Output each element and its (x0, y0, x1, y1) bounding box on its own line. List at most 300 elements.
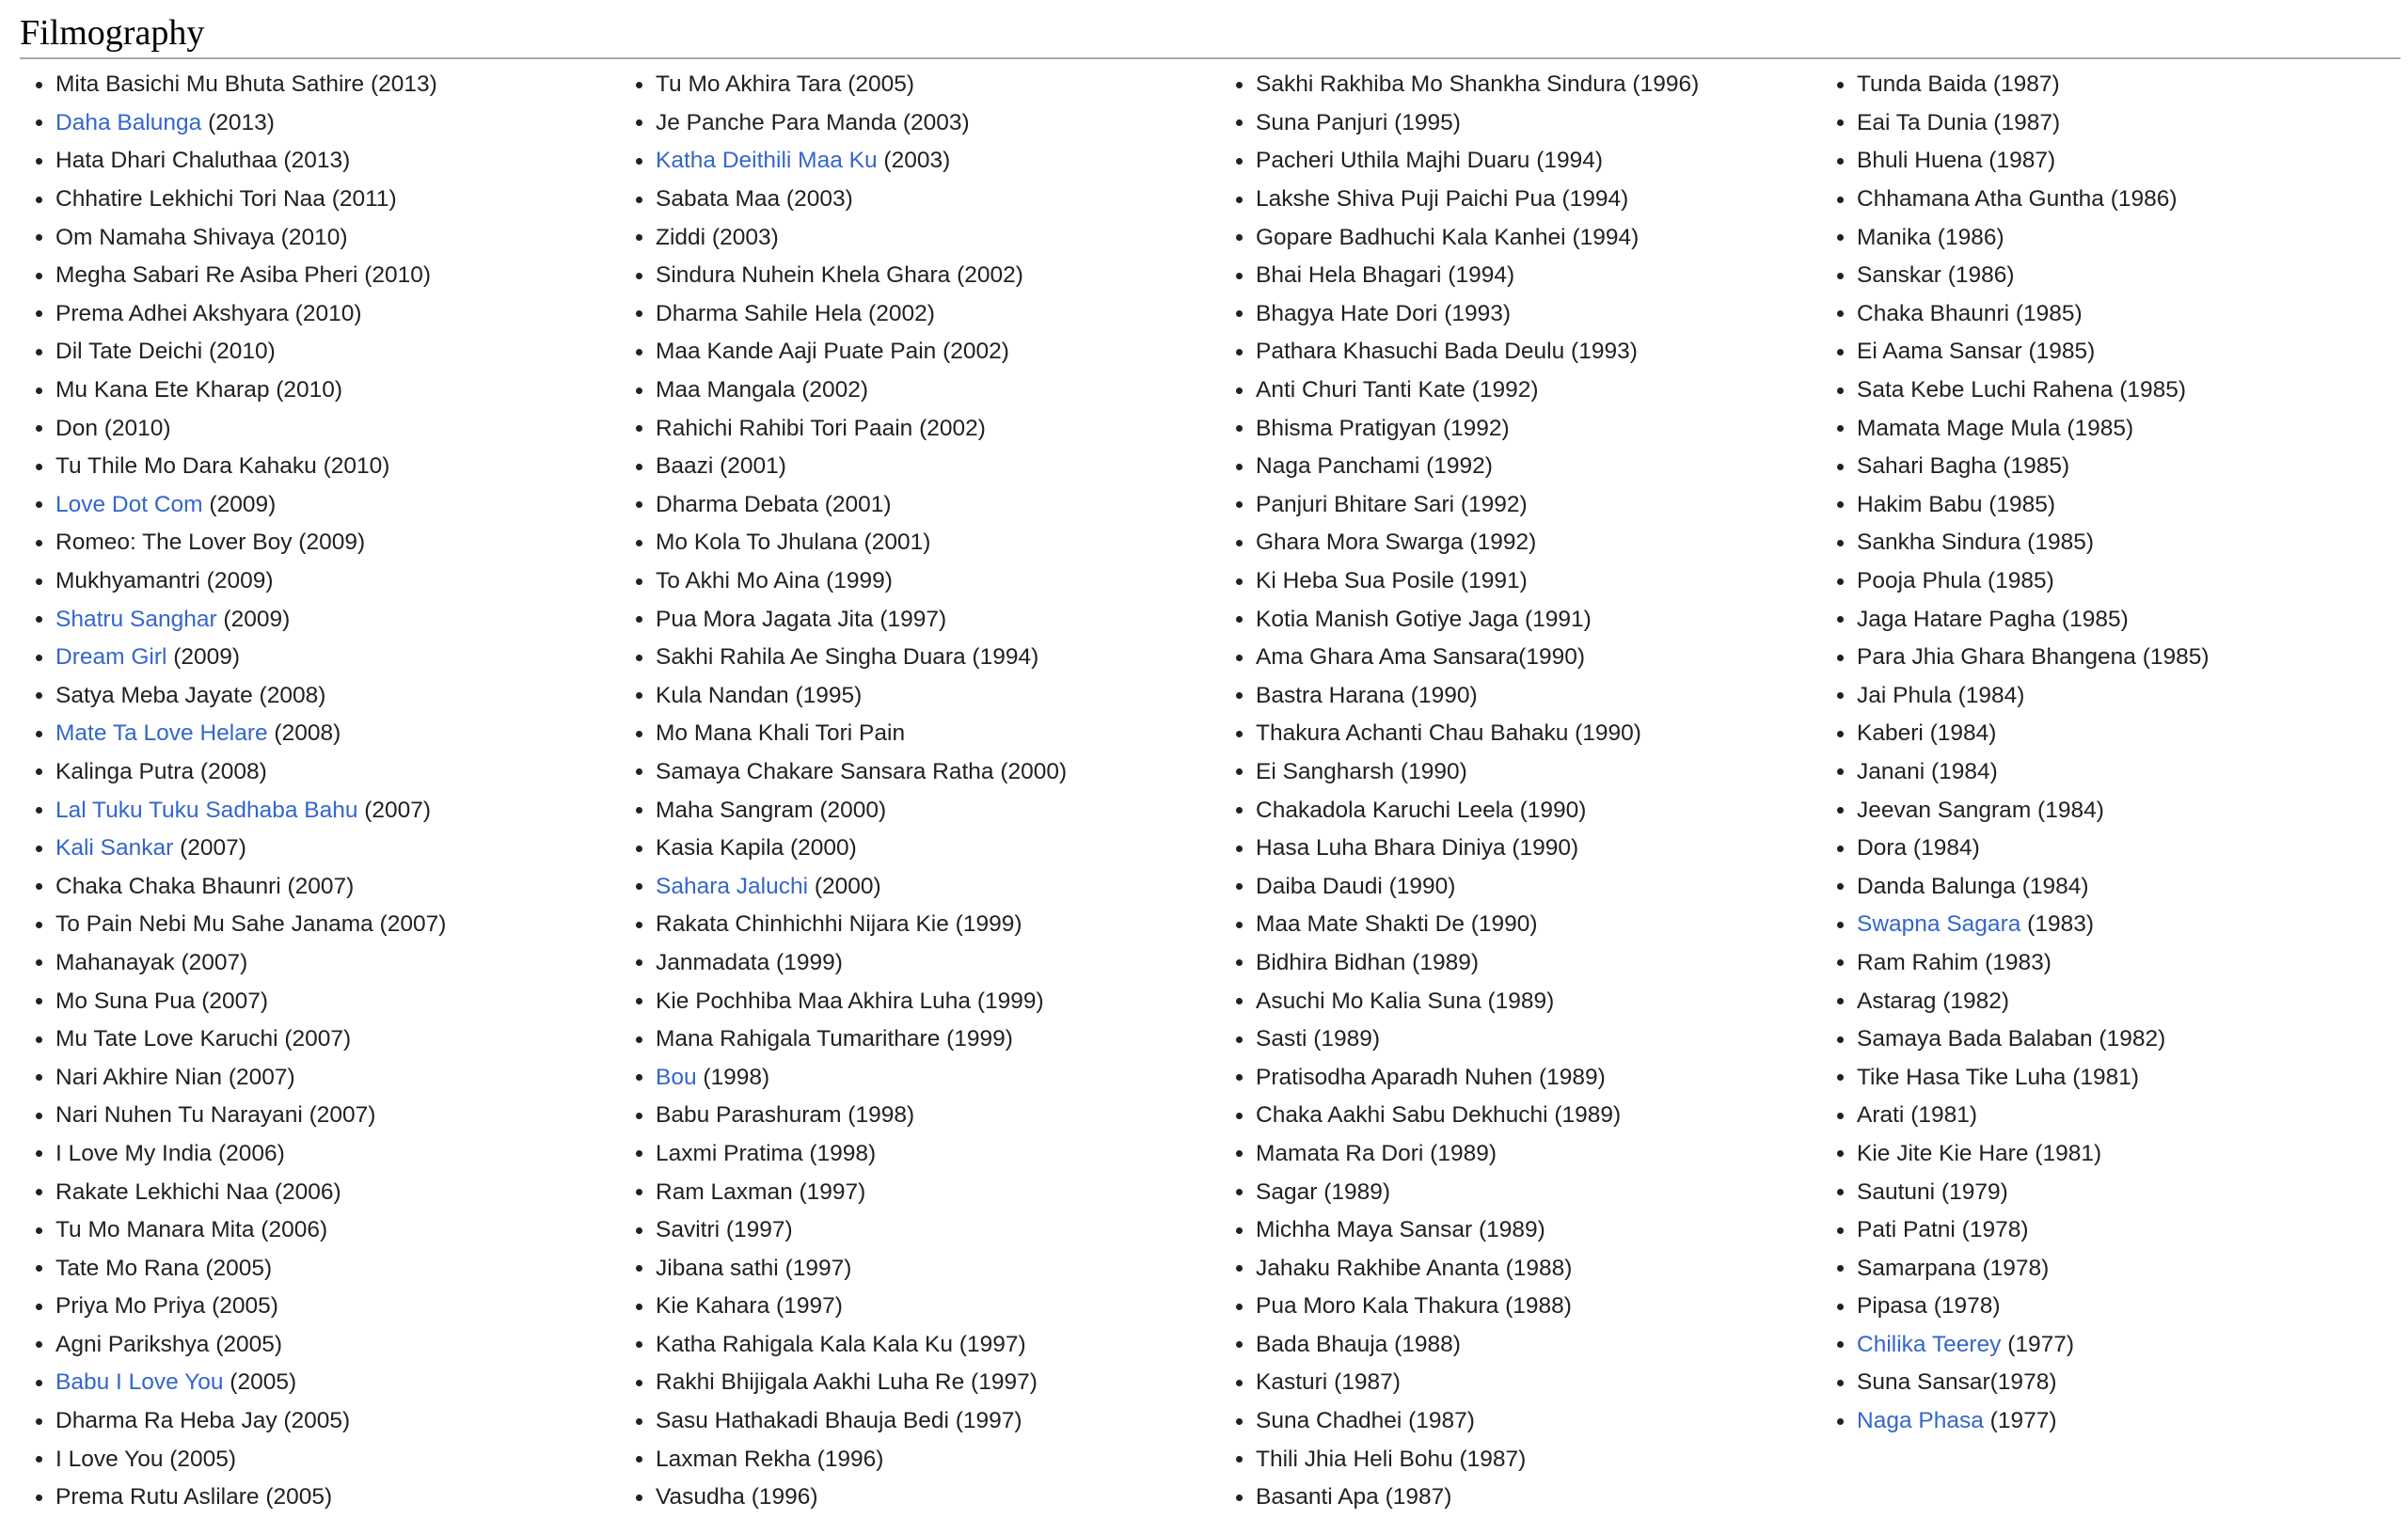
film-title: Chaka Aakhi Sabu Dekhuchi (1256, 1102, 1548, 1129)
film-title: Janmadata (656, 949, 770, 975)
film-list-item (1236, 944, 1819, 983)
bullet-icon (36, 540, 42, 546)
film-list-item (1236, 1211, 1819, 1250)
film-list-item (1236, 218, 1819, 257)
film-list-item (1837, 1326, 2408, 1365)
film-year: (2013) (277, 148, 351, 174)
film-year: (1990) (1505, 835, 1579, 862)
film-list-item (636, 1173, 1219, 1211)
bullet-icon (636, 464, 642, 470)
film-list-item (636, 1097, 1219, 1135)
film-title: Megha Sabari Re Asiba Pheri (55, 262, 358, 289)
section-heading: Filmography (20, 13, 205, 53)
film-title: Bhuli Huena (1857, 148, 1983, 174)
film-list-item (36, 295, 619, 334)
film-year: (1995) (1387, 109, 1461, 135)
film-title-link[interactable]: Chilika Teerey (1857, 1331, 2002, 1357)
bullet-icon (636, 1189, 642, 1195)
bullet-icon (636, 1494, 642, 1501)
bullet-icon (1837, 959, 1844, 966)
film-list-item (636, 409, 1219, 448)
film-list-item (36, 1249, 619, 1288)
film-year: (1989) (1532, 1064, 1606, 1090)
film-title: Ziddi (656, 224, 706, 250)
bullet-icon (1236, 655, 1243, 661)
film-year: (1987) (1987, 109, 2061, 135)
film-title: Kie Kahara (656, 1293, 770, 1320)
film-title: Samarpana (1857, 1255, 1976, 1281)
film-year: (1998) (841, 1102, 915, 1129)
film-list-item (1236, 142, 1819, 181)
film-year: (1989) (1481, 988, 1555, 1014)
film-title: Sankha Sindura (1857, 530, 2021, 556)
film-list-item (36, 677, 619, 716)
film-title: Suna Sansar(1978) (1857, 1369, 2057, 1396)
film-title: Maa Mate Shakti De (1256, 911, 1465, 938)
film-title-link[interactable]: Babu I Love You (55, 1369, 224, 1396)
film-title: Dharma Debata (656, 491, 818, 517)
film-year: (1990) (1464, 911, 1538, 938)
film-year: (1990) (1394, 758, 1467, 784)
bullet-icon (636, 310, 642, 317)
film-list-item (636, 1058, 1219, 1097)
bullet-icon (1837, 1074, 1844, 1081)
film-year: (1992) (1465, 377, 1539, 403)
film-list-item (1837, 486, 2408, 525)
film-list-item (636, 181, 1219, 219)
film-year: (1997) (720, 1217, 793, 1243)
film-title-link[interactable]: Kali Sankar (55, 835, 174, 862)
film-title: Sata Kebe Luchi Rahena (1857, 377, 2114, 403)
film-year: (2002) (936, 339, 1009, 365)
film-year: (2005) (198, 1255, 273, 1281)
film-title-link[interactable]: Bou (656, 1064, 697, 1090)
film-list-item (636, 715, 1219, 753)
film-list-item (1236, 753, 1819, 792)
bullet-icon (1837, 1380, 1844, 1386)
bullet-icon (36, 1189, 42, 1195)
film-title-link[interactable]: Dream Girl (55, 644, 167, 671)
bullet-icon (1236, 425, 1243, 432)
film-title: Tu Thile Mo Dara Kahaku (55, 453, 317, 480)
film-list-item (1236, 982, 1819, 1020)
film-list-item (36, 791, 619, 830)
film-year: (2010) (274, 224, 348, 250)
film-year: (1981) (1904, 1102, 1978, 1129)
film-list-item (1236, 66, 1819, 104)
film-title: Mahanayak (55, 949, 175, 975)
film-year: (1984) (1951, 682, 2025, 708)
film-list-item (636, 944, 1219, 983)
film-title: Chaka Chaka Bhaunri (55, 873, 281, 899)
film-year: (1997) (778, 1255, 852, 1281)
film-title: Hakim Babu (1857, 491, 1983, 517)
bullet-icon (1837, 922, 1844, 928)
bullet-icon (636, 731, 642, 737)
film-year: (1990) (1513, 797, 1587, 823)
film-year: (1999) (948, 911, 1022, 938)
bullet-icon (36, 692, 42, 699)
film-title: Laxmi Pratima (656, 1140, 803, 1166)
film-title-link[interactable]: Daha Balunga (55, 109, 202, 135)
film-title: Mu Kana Ete Kharap (55, 377, 270, 403)
bullet-icon (636, 998, 642, 1004)
film-title: Satya Meba Jayate (55, 682, 253, 708)
film-list-item (636, 791, 1219, 830)
bullet-icon (1837, 1304, 1844, 1310)
film-title: Nari Nuhen Tu Narayani (55, 1102, 303, 1129)
film-list-item (1236, 295, 1819, 334)
bullet-icon (636, 1074, 642, 1081)
bullet-icon (1236, 1074, 1243, 1081)
film-year: (1985) (2020, 530, 2094, 556)
film-year: (1987) (1378, 1484, 1452, 1510)
film-list-item (1837, 1364, 2408, 1402)
bullet-icon (636, 846, 642, 852)
film-list-item (636, 486, 1219, 525)
bullet-icon (36, 310, 42, 317)
film-year: (1992) (1419, 453, 1493, 480)
film-list-item (1837, 1135, 2408, 1174)
bullet-icon (636, 578, 642, 585)
bullet-icon (636, 387, 642, 394)
film-year: (1988) (1387, 1331, 1461, 1357)
film-title: Bhai Hela Bhagari (1256, 262, 1442, 289)
film-list-item (1236, 1364, 1819, 1402)
film-title: Lakshe Shiva Puji Paichi Pua (1256, 186, 1556, 213)
film-title-link[interactable]: Shatru Sanghar (55, 606, 217, 632)
film-title: Naga Panchami (1256, 453, 1420, 480)
film-list-item (636, 600, 1219, 639)
film-year: (1984) (1925, 758, 1998, 784)
film-list-item (36, 1020, 619, 1059)
film-year: (1985) (2060, 415, 2134, 441)
film-title: Prema Rutu Aslilare (55, 1484, 260, 1510)
film-list-item (636, 1364, 1219, 1402)
film-list-item (636, 1249, 1219, 1288)
film-year: (2003) (877, 148, 951, 174)
film-year: (1985) (1981, 568, 2054, 594)
bullet-icon (1837, 578, 1844, 585)
film-list-item (1837, 600, 2408, 639)
bullet-icon (36, 578, 42, 585)
bullet-icon (636, 1341, 642, 1348)
film-list-item (36, 218, 619, 257)
film-title: Arati (1857, 1102, 1905, 1129)
bullet-icon (636, 768, 642, 775)
film-year: (2013) (201, 109, 275, 135)
film-year: (2007) (195, 988, 269, 1014)
film-list-item (1837, 906, 2408, 944)
bullet-icon (1837, 1418, 1844, 1425)
bullet-icon (36, 883, 42, 890)
film-title: Baazi (656, 453, 714, 480)
film-list-item (1837, 715, 2408, 753)
bullet-icon (636, 1227, 642, 1234)
film-title: Danda Balunga (1857, 873, 2016, 899)
film-year: (1989) (1472, 1217, 1545, 1243)
film-title: Maha Sangram (656, 797, 814, 823)
film-list-item (36, 906, 619, 944)
bullet-icon (1236, 616, 1243, 623)
film-title-link[interactable]: Mate Ta Love Helare (55, 720, 268, 747)
film-year: (1993) (1437, 300, 1512, 326)
bullet-icon (636, 655, 642, 661)
film-year: (1984) (2031, 797, 2104, 823)
film-list-item (636, 562, 1219, 601)
film-year: (2002) (862, 300, 935, 326)
film-title: I Love You (55, 1446, 164, 1472)
bullet-icon (636, 1150, 642, 1157)
film-list-item (36, 1173, 619, 1211)
bullet-icon (1236, 807, 1243, 814)
film-year: (1985) (2135, 644, 2210, 671)
film-list-item (1837, 104, 2408, 143)
film-list-item (1837, 1211, 2408, 1250)
bullet-icon (1236, 197, 1243, 203)
bullet-icon (1236, 1189, 1243, 1195)
film-title: Mukhyamantri (55, 568, 200, 594)
film-year: (1997) (953, 1331, 1026, 1357)
bullet-icon (1837, 273, 1844, 279)
bullet-icon (1837, 310, 1844, 317)
film-year: (1998) (696, 1064, 770, 1090)
film-title: Manika (1857, 224, 1931, 250)
film-title-link[interactable]: Naga Phasa (1857, 1408, 1984, 1434)
film-year: (2002) (950, 262, 1023, 289)
film-title: Ram Laxman (656, 1178, 793, 1205)
film-list-item (36, 1440, 619, 1479)
film-year: (2003) (780, 186, 853, 213)
film-list-item (36, 600, 619, 639)
film-title: Kalinga Putra (55, 758, 195, 784)
film-title: Tu Mo Manara Mita (55, 1217, 255, 1243)
film-list-item (636, 1479, 1219, 1517)
film-title: Sasti (1256, 1026, 1307, 1052)
film-year: (2006) (212, 1140, 285, 1166)
film-list-item (36, 486, 619, 525)
film-title: Pathara Khasuchi Bada Deulu (1256, 339, 1565, 365)
film-year: (1992) (1463, 530, 1537, 556)
film-year: (1993) (1564, 339, 1638, 365)
film-title: Sakhi Rakhiba Mo Shankha Sindura (1256, 71, 1626, 98)
bullet-icon (1236, 273, 1243, 279)
bullet-icon (636, 1456, 642, 1463)
film-list-item (1837, 562, 2408, 601)
film-title: Priya Mo Priya (55, 1293, 206, 1320)
film-year: (1981) (2028, 1140, 2102, 1166)
film-title-link[interactable]: Katha Deithili Maa Ku (656, 148, 878, 174)
film-list-item (1837, 372, 2408, 410)
film-title: Laxman Rekha (656, 1446, 811, 1472)
film-year: (1987) (1327, 1369, 1401, 1396)
bullet-icon (36, 731, 42, 737)
film-list-item (1837, 333, 2408, 372)
film-list-item (1236, 562, 1819, 601)
film-year: (1983) (2020, 911, 2094, 938)
bullet-icon (1236, 464, 1243, 470)
bullet-icon (636, 1265, 642, 1272)
film-year: (2000) (808, 873, 881, 899)
film-year: (1985) (1982, 491, 2056, 517)
film-title: Babu Parashuram (656, 1102, 842, 1129)
film-list-item (1236, 639, 1819, 677)
film-title: Nari Akhire Nian (55, 1064, 223, 1090)
bullet-icon (36, 922, 42, 928)
film-list-item (36, 524, 619, 562)
film-title: Rakhi Bhijigala Aakhi Luha Re (656, 1369, 965, 1396)
film-list-item (36, 66, 619, 104)
film-list-item (1837, 677, 2408, 716)
film-year: (1997) (792, 1178, 866, 1205)
film-title: Sakhi Rahila Ae Singha Duara (656, 644, 966, 671)
bullet-icon (36, 1036, 42, 1043)
film-list-item (636, 142, 1219, 181)
film-list-item (1236, 181, 1819, 219)
bullet-icon (36, 1304, 42, 1310)
film-year: (1985) (2021, 339, 2096, 365)
film-year: (1983) (1978, 949, 2052, 975)
bullet-icon (1837, 1150, 1844, 1157)
film-list-item (1236, 1097, 1819, 1135)
bullet-icon (1837, 1265, 1844, 1272)
film-list-item (1236, 830, 1819, 868)
film-year: (2010) (269, 377, 343, 403)
film-list-item (36, 639, 619, 677)
bullet-icon (636, 959, 642, 966)
film-list-item (1837, 830, 2408, 868)
film-title: Sautuni (1857, 1178, 1936, 1205)
bullet-icon (36, 82, 42, 88)
film-year: (1989) (1547, 1102, 1622, 1129)
film-list-item (1236, 1249, 1819, 1288)
film-year: (1997) (948, 1408, 1022, 1434)
film-title: Pooja Phula (1857, 568, 1982, 594)
bullet-icon (636, 692, 642, 699)
film-year: (1985) (2009, 300, 2083, 326)
bullet-icon (36, 349, 42, 356)
film-title: Kaberi (1857, 720, 1924, 747)
film-year: (1984) (1923, 720, 1997, 747)
film-title: Kula Nandan (656, 682, 789, 708)
bullet-icon (1837, 998, 1844, 1004)
bullet-icon (36, 655, 42, 661)
film-year: (1992) (1454, 491, 1528, 517)
bullet-icon (1837, 349, 1844, 356)
film-year: (2005) (209, 1331, 283, 1357)
film-list-item (1837, 295, 2408, 334)
bullet-icon (36, 158, 42, 165)
film-year: (1989) (1423, 1140, 1497, 1166)
film-year: (1982) (2092, 1026, 2166, 1052)
bullet-icon (36, 1113, 42, 1119)
film-title: Kie Jite Kie Hare (1857, 1140, 2029, 1166)
film-title: Ei Aama Sansar (1857, 339, 2022, 365)
film-list-item (36, 982, 619, 1020)
film-title-link[interactable]: Sahara Jaluchi (656, 873, 809, 899)
film-title: I Love My India (55, 1140, 213, 1166)
bullet-icon (1236, 998, 1243, 1004)
film-year: (2001) (857, 530, 931, 556)
film-year: (1986) (1930, 224, 2004, 250)
film-title: Tate Mo Rana (55, 1255, 199, 1281)
film-list-item (36, 333, 619, 372)
bullet-icon (36, 1227, 42, 1234)
film-year: (1978) (1955, 1217, 2029, 1243)
bullet-icon (1236, 731, 1243, 737)
film-list-item (636, 66, 1219, 104)
film-title: Thili Jhia Heli Bohu (1256, 1446, 1453, 1472)
bullet-icon (1837, 1189, 1844, 1195)
film-list-item (1837, 66, 2408, 104)
filmography-column-3 (1236, 66, 1819, 1517)
film-title: Michha Maya Sansar (1256, 1217, 1473, 1243)
film-list-item (636, 1211, 1219, 1250)
bullet-icon (636, 1113, 642, 1119)
film-year: (1989) (1317, 1178, 1391, 1205)
film-year: (1994) (965, 644, 1039, 671)
film-title: Anti Churi Tanti Kate (1256, 377, 1465, 403)
film-title: Chaka Bhaunri (1857, 300, 2010, 326)
film-year: (1997) (873, 606, 947, 632)
bullet-icon (36, 998, 42, 1004)
film-title-link[interactable]: Lal Tuku Tuku Sadhaba Bahu (55, 797, 358, 823)
film-year: (2008) (252, 682, 326, 708)
film-list-item (636, 753, 1219, 792)
bullet-icon (36, 846, 42, 852)
film-list-item (1837, 944, 2408, 983)
bullet-icon (1837, 807, 1844, 814)
film-year: (2007) (173, 835, 246, 862)
film-list-item (1236, 104, 1819, 143)
film-title-link[interactable]: Love Dot Com (55, 491, 203, 517)
film-title: Bidhira Bidhan (1256, 949, 1406, 975)
film-title: Chhamana Atha Guntha (1857, 186, 2104, 213)
film-title: Dharma Ra Heba Jay (55, 1408, 277, 1434)
film-title: Suna Panjuri (1256, 109, 1388, 135)
film-title: Agni Parikshya (55, 1331, 210, 1357)
film-title: Rakate Lekhichi Naa (55, 1178, 269, 1205)
film-year: (2000) (993, 758, 1068, 784)
bullet-icon (1236, 119, 1243, 126)
film-list-item (36, 1364, 619, 1402)
film-title: Sanskar (1857, 262, 1941, 289)
film-year: (2000) (813, 797, 887, 823)
film-list-item (36, 104, 619, 143)
film-list-item (636, 867, 1219, 906)
bullet-icon (1236, 1304, 1243, 1310)
film-year: (2009) (199, 568, 274, 594)
bullet-icon (1236, 578, 1243, 585)
film-title: Don (55, 415, 98, 441)
film-year: (2003) (705, 224, 779, 250)
film-title: Rahichi Rahibi Tori Paain (656, 415, 913, 441)
film-title: Tu Mo Akhira Tara (656, 71, 842, 98)
bullet-icon (1236, 1418, 1243, 1425)
bullet-icon (636, 883, 642, 890)
bullet-icon (636, 1418, 642, 1425)
bullet-icon (1837, 119, 1844, 126)
film-year: (1985) (2055, 606, 2129, 632)
bullet-icon (1236, 1494, 1243, 1501)
filmography-columns (0, 66, 2408, 1534)
film-list-item (1837, 257, 2408, 295)
film-year: (1985) (1996, 453, 2070, 480)
film-year: (1982) (1936, 988, 2010, 1014)
film-year: (2010) (202, 339, 276, 365)
film-title-link[interactable]: Swapna Sagara (1857, 911, 2021, 938)
bullet-icon (36, 1074, 42, 1081)
